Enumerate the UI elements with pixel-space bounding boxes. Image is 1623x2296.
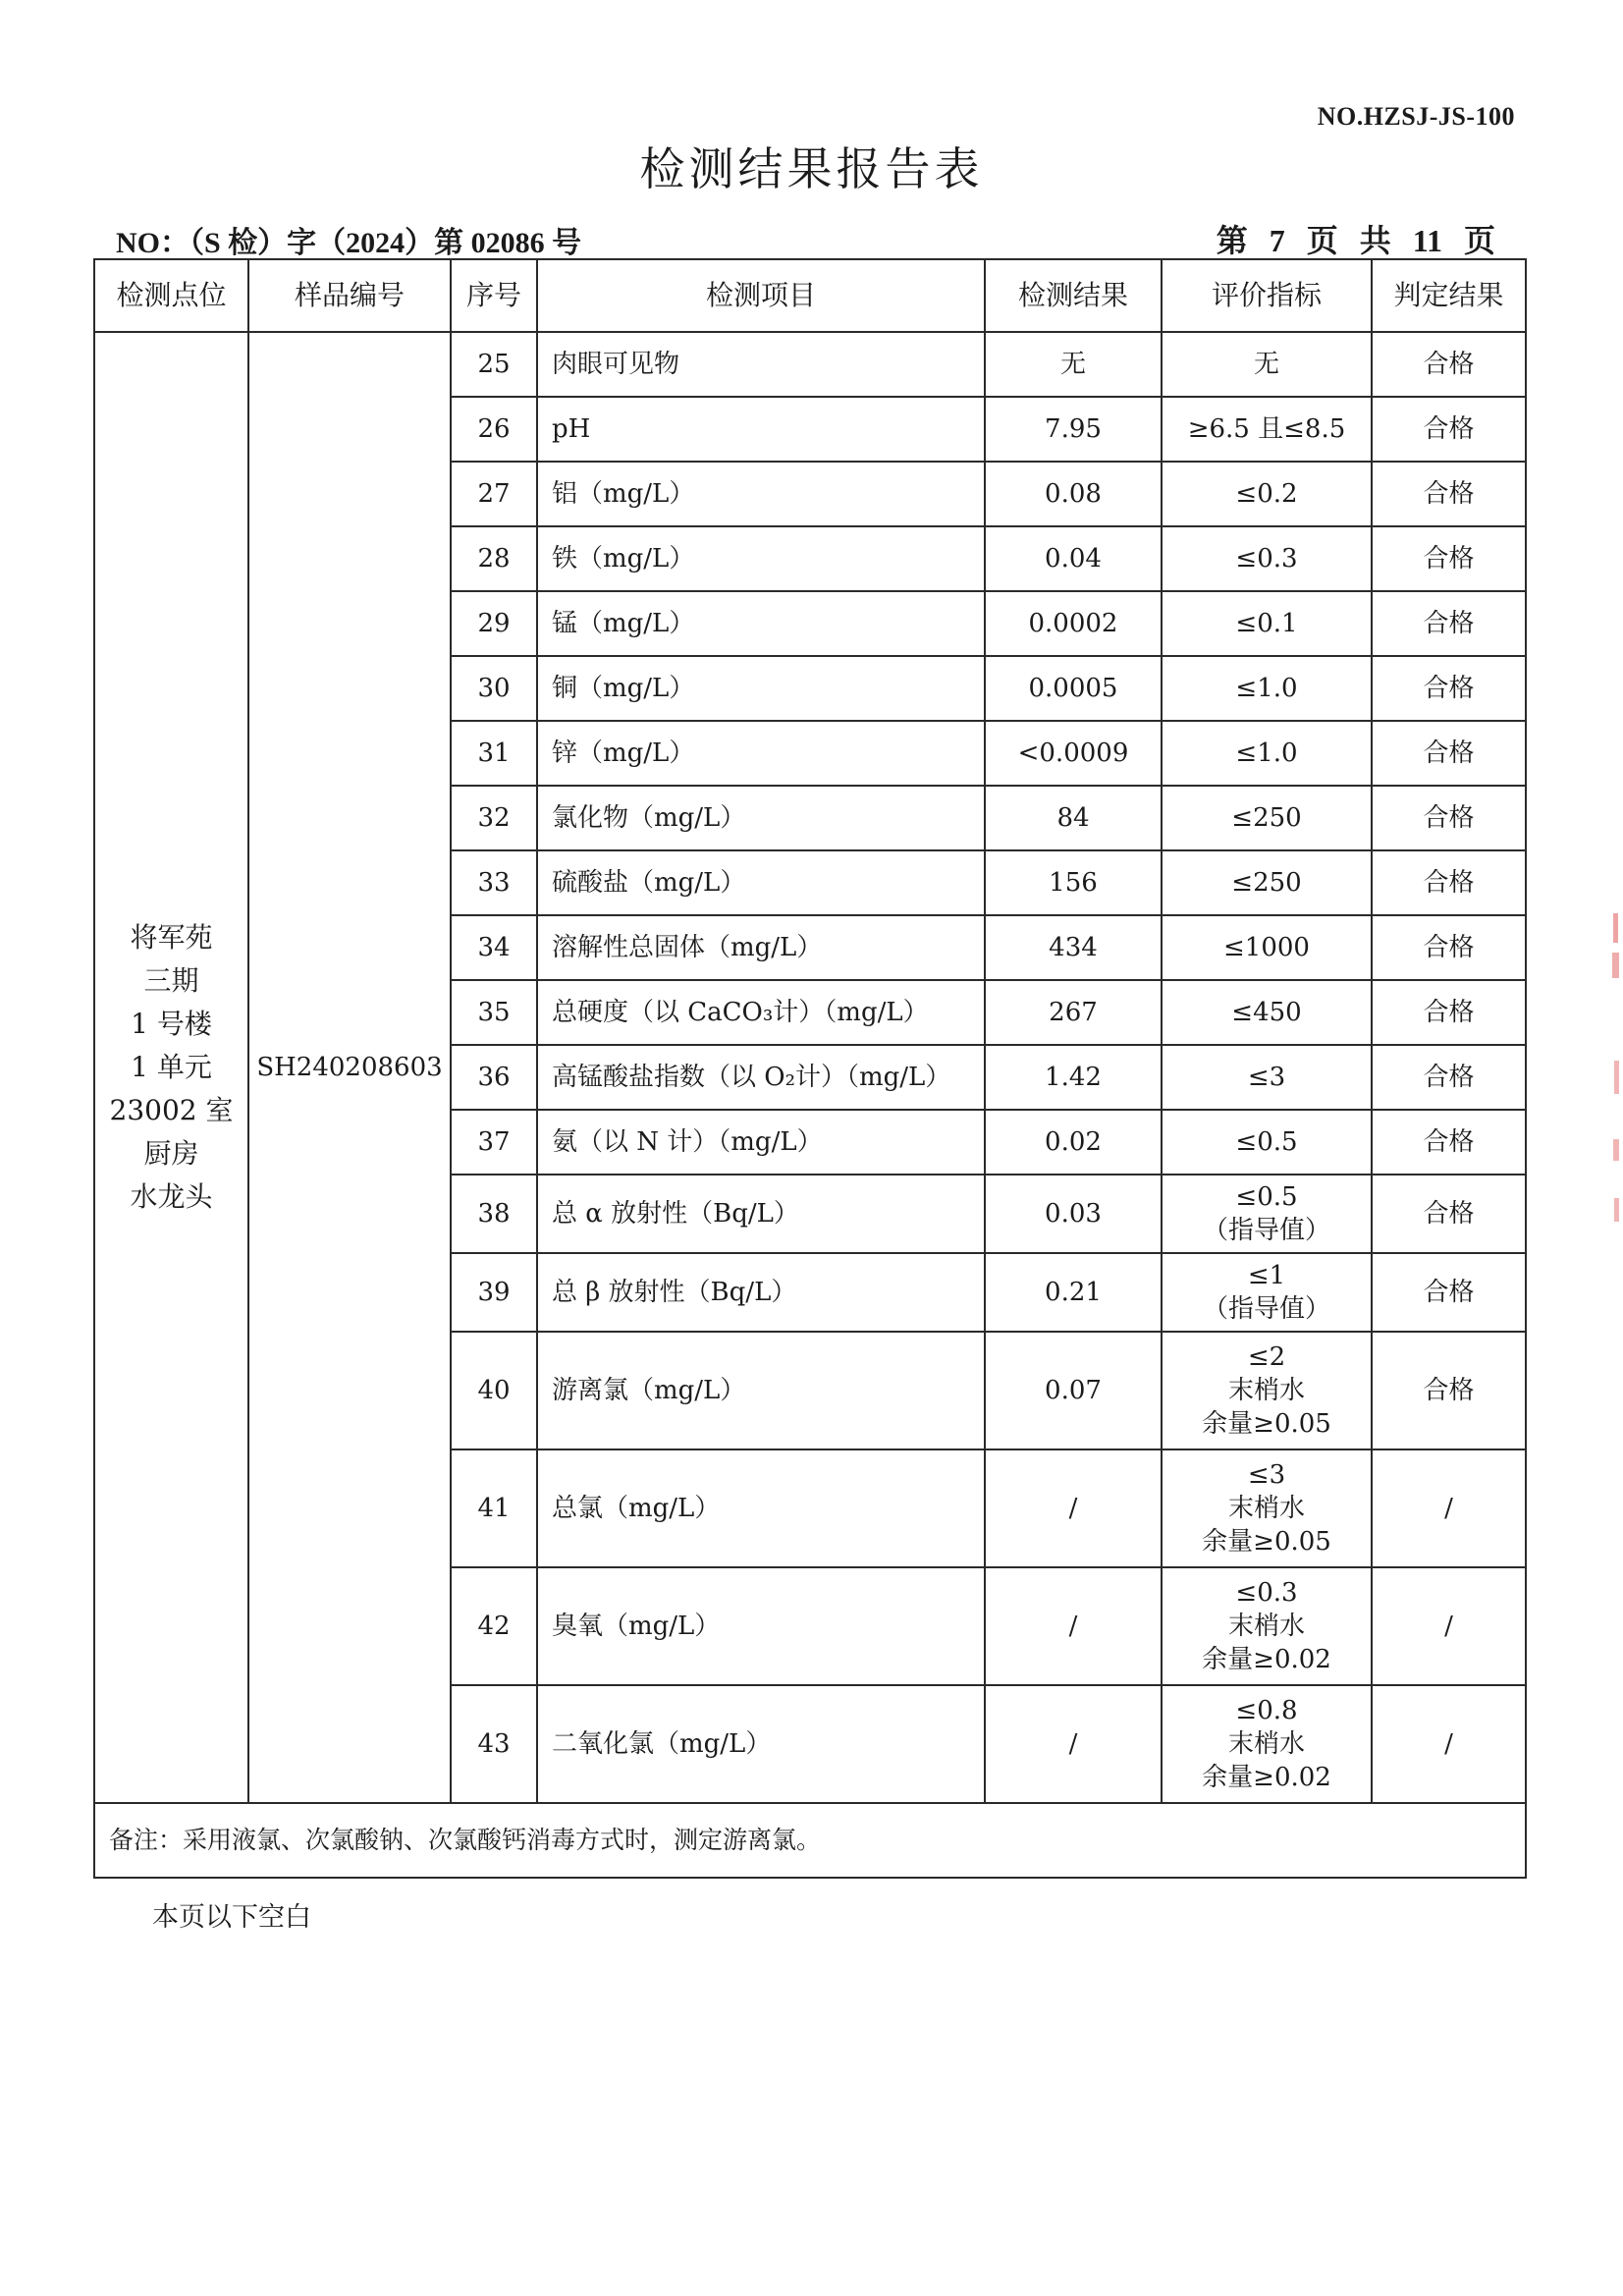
location-line: 1 单元: [131, 1051, 212, 1083]
verdict: 合格: [1372, 656, 1526, 721]
criteria-line: ≤0.8: [1235, 1696, 1298, 1725]
criteria-line: ≤0.2: [1235, 479, 1298, 509]
row-number: 26: [451, 397, 537, 462]
location-line: 将军苑: [130, 921, 213, 954]
criteria-line: ≤250: [1231, 868, 1302, 898]
criteria-line: ≥6.5 且≤8.5: [1187, 414, 1346, 444]
criteria: [1162, 1567, 1372, 1685]
report-number: NO：（S 检）字（2024）第 02086 号: [116, 227, 582, 259]
criteria: [1162, 656, 1372, 721]
test-result: 7.95: [985, 397, 1162, 462]
location-line: 厨房: [143, 1137, 199, 1170]
criteria: [1162, 1332, 1372, 1449]
row-number: 42: [451, 1567, 537, 1685]
verdict: 合格: [1372, 591, 1526, 656]
criteria: [1162, 786, 1372, 850]
test-item: 氯化物（mg/L）: [537, 786, 985, 850]
sampling-location: [94, 332, 248, 1803]
criteria: [1162, 850, 1372, 915]
verdict: 合格: [1372, 1253, 1526, 1332]
row-number: 40: [451, 1332, 537, 1449]
criteria-line: ≤250: [1231, 803, 1302, 833]
criteria-line: ≤1.0: [1235, 738, 1298, 768]
test-item: 高锰酸盐指数（以 O₂计）（mg/L）: [537, 1045, 985, 1110]
verdict: 合格: [1372, 526, 1526, 591]
column-header: 序号: [451, 259, 537, 332]
test-item: 游离氯（mg/L）: [537, 1332, 985, 1449]
criteria-line: ≤0.5: [1235, 1182, 1298, 1212]
test-result: 0.04: [985, 526, 1162, 591]
criteria-line: ≤3: [1247, 1460, 1286, 1490]
verdict: 合格: [1372, 980, 1526, 1045]
column-header: 判定结果: [1372, 259, 1526, 332]
test-item: pH: [537, 397, 985, 462]
row-number: 25: [451, 332, 537, 397]
criteria-line: 末梢水: [1227, 1494, 1305, 1523]
row-number: 41: [451, 1449, 537, 1567]
row-number: 31: [451, 721, 537, 786]
criteria: [1162, 591, 1372, 656]
test-item: 总 α 放射性（Bq/L）: [537, 1175, 985, 1253]
verdict: 合格: [1372, 915, 1526, 980]
location-line: 23002 室: [109, 1094, 234, 1126]
column-header: 样品编号: [248, 259, 451, 332]
row-number: 38: [451, 1175, 537, 1253]
criteria-line: ≤1.0: [1235, 674, 1298, 703]
test-result: 0.03: [985, 1175, 1162, 1253]
document-code: NO.HZSJ-JS-100: [1317, 102, 1515, 131]
remark-row: [94, 1803, 1526, 1878]
row-number: 27: [451, 462, 537, 526]
criteria: [1162, 1449, 1372, 1567]
criteria-line: 余量≥0.02: [1202, 1763, 1331, 1792]
verdict: /: [1372, 1685, 1526, 1803]
test-result: /: [985, 1449, 1162, 1567]
row-number: 37: [451, 1110, 537, 1175]
test-item: 锌（mg/L）: [537, 721, 985, 786]
sample-id: SH240208603: [248, 332, 451, 1803]
test-result: 0.08: [985, 462, 1162, 526]
row-number: 32: [451, 786, 537, 850]
criteria: [1162, 1110, 1372, 1175]
row-number: 39: [451, 1253, 537, 1332]
verdict: 合格: [1372, 1332, 1526, 1449]
location-line: 水龙头: [130, 1180, 213, 1213]
test-item: 肉眼可见物: [537, 332, 985, 397]
criteria: [1162, 1253, 1372, 1332]
test-result: 0.21: [985, 1253, 1162, 1332]
column-header: 检测结果: [985, 259, 1162, 332]
criteria-line: 末梢水: [1227, 1376, 1305, 1405]
row-number: 29: [451, 591, 537, 656]
criteria: [1162, 397, 1372, 462]
remark-text: 备注：采用液氯、次氯酸钠、次氯酸钙消毒方式时，测定游离氯。: [94, 1803, 1526, 1878]
test-item: 溶解性总固体（mg/L）: [537, 915, 985, 980]
criteria-line: ≤2: [1247, 1342, 1286, 1372]
row-number: 35: [451, 980, 537, 1045]
test-item: 氨（以 N 计）（mg/L）: [537, 1110, 985, 1175]
criteria-line: ≤1000: [1223, 933, 1310, 962]
verdict: /: [1372, 1567, 1526, 1685]
criteria-line: 余量≥0.05: [1202, 1409, 1331, 1439]
test-item: 锰（mg/L）: [537, 591, 985, 656]
row-number: 30: [451, 656, 537, 721]
criteria-line: ≤450: [1231, 998, 1302, 1027]
verdict: 合格: [1372, 786, 1526, 850]
row-number: 34: [451, 915, 537, 980]
row-number: 28: [451, 526, 537, 591]
criteria-line: ≤0.3: [1235, 544, 1298, 574]
column-header: 检测项目: [537, 259, 985, 332]
criteria-line: ≤0.1: [1235, 609, 1298, 638]
test-result: <0.0009: [985, 721, 1162, 786]
test-result: 84: [985, 786, 1162, 850]
column-header: 评价指标: [1162, 259, 1372, 332]
criteria-line: ≤0.5: [1235, 1127, 1298, 1157]
test-result: /: [985, 1567, 1162, 1685]
table-row: [94, 332, 1526, 397]
criteria-line: 末梢水: [1227, 1729, 1305, 1759]
row-number: 36: [451, 1045, 537, 1110]
table-header-row: [94, 259, 1526, 332]
location-line: 1 号楼: [131, 1008, 212, 1040]
test-item: 臭氧（mg/L）: [537, 1567, 985, 1685]
test-result: /: [985, 1685, 1162, 1803]
criteria: [1162, 980, 1372, 1045]
test-result: 1.42: [985, 1045, 1162, 1110]
verdict: 合格: [1372, 1045, 1526, 1110]
test-result: 267: [985, 980, 1162, 1045]
verdict: 合格: [1372, 1175, 1526, 1253]
test-item: 铁（mg/L）: [537, 526, 985, 591]
test-result: 0.02: [985, 1110, 1162, 1175]
test-result: 156: [985, 850, 1162, 915]
criteria: [1162, 721, 1372, 786]
criteria: [1162, 1175, 1372, 1253]
criteria-line: ≤1: [1247, 1261, 1286, 1290]
test-item: 二氧化氯（mg/L）: [537, 1685, 985, 1803]
test-result: 0.07: [985, 1332, 1162, 1449]
verdict: /: [1372, 1449, 1526, 1567]
criteria-line: 无: [1253, 350, 1279, 379]
test-result: 0.0002: [985, 591, 1162, 656]
criteria: [1162, 1685, 1372, 1803]
criteria-line: ≤3: [1247, 1063, 1286, 1092]
criteria-line: 末梢水: [1227, 1612, 1305, 1641]
page-title: 检测结果报告表: [639, 142, 984, 195]
test-item: 总硬度（以 CaCO₃计）（mg/L）: [537, 980, 985, 1045]
criteria-line: （指导值）: [1202, 1216, 1330, 1245]
page-indicator: 第 7 页 共 11 页: [1216, 223, 1495, 258]
verdict: 合格: [1372, 462, 1526, 526]
verdict: 合格: [1372, 850, 1526, 915]
test-result: 无: [985, 332, 1162, 397]
column-header: 检测点位: [94, 259, 248, 332]
criteria-line: 余量≥0.02: [1202, 1645, 1331, 1674]
row-number: 43: [451, 1685, 537, 1803]
blank-below-note: 本页以下空白: [152, 1902, 311, 1933]
test-item: 总 β 放射性（Bq/L）: [537, 1253, 985, 1332]
verdict: 合格: [1372, 397, 1526, 462]
test-result: 434: [985, 915, 1162, 980]
criteria: [1162, 332, 1372, 397]
test-item: 硫酸盐（mg/L）: [537, 850, 985, 915]
test-item: 铝（mg/L）: [537, 462, 985, 526]
criteria: [1162, 526, 1372, 591]
result-table: [93, 258, 1527, 1879]
criteria: [1162, 1045, 1372, 1110]
seal-stamp-edge: [1609, 913, 1623, 1237]
test-item: 总氯（mg/L）: [537, 1449, 985, 1567]
verdict: 合格: [1372, 721, 1526, 786]
location-line: 三期: [143, 964, 199, 997]
criteria-line: 余量≥0.05: [1202, 1527, 1331, 1557]
criteria: [1162, 915, 1372, 980]
test-result: 0.0005: [985, 656, 1162, 721]
criteria-line: （指导值）: [1202, 1294, 1330, 1324]
row-number: 33: [451, 850, 537, 915]
test-item: 铜（mg/L）: [537, 656, 985, 721]
criteria-line: ≤0.3: [1235, 1578, 1298, 1608]
verdict: 合格: [1372, 1110, 1526, 1175]
criteria: [1162, 462, 1372, 526]
verdict: 合格: [1372, 332, 1526, 397]
